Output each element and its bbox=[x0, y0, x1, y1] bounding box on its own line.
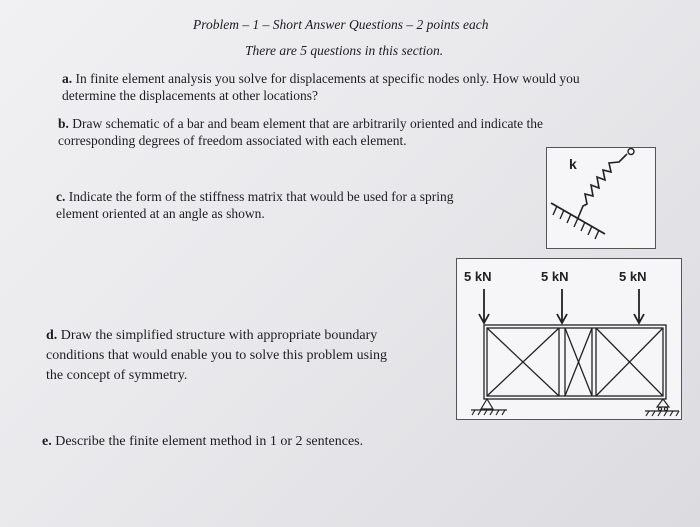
question-e bbox=[42, 432, 363, 452]
problem-subtitle: There are 5 questions in this section. bbox=[245, 43, 444, 58]
question-b bbox=[58, 115, 543, 149]
pin-support-left bbox=[471, 399, 507, 415]
question-e-letter: e. bbox=[42, 434, 52, 449]
question-c bbox=[56, 188, 454, 222]
question-d-line1: Draw the simplified structure with appropriate boundary bbox=[60, 328, 378, 343]
truss-diagram bbox=[457, 259, 681, 419]
question-d-letter: d. bbox=[46, 328, 58, 343]
spring-coil bbox=[578, 154, 627, 218]
question-d-line2: conditions that would enable you to solve this problem using bbox=[46, 348, 388, 363]
question-b-letter: b. bbox=[58, 116, 69, 131]
question-e-line1: Describe the finite element method in 1 or 2 sentences. bbox=[55, 434, 364, 449]
question-c-line1: Indicate the form of the stiffness matrix that would be used for a spring bbox=[68, 189, 454, 204]
spring-constant-label: k bbox=[569, 156, 577, 172]
problem-title: Problem – 1 – Short Answer Questions – 2 points each bbox=[193, 17, 489, 32]
truss-members bbox=[484, 325, 666, 399]
spring-diagram bbox=[547, 148, 655, 248]
roller-support-right bbox=[645, 399, 679, 416]
question-c-letter: c. bbox=[56, 189, 66, 204]
question-a-letter: a. bbox=[62, 71, 73, 86]
question-d-line3: the concept of symmetry. bbox=[46, 368, 188, 383]
spring-end-node bbox=[628, 149, 634, 155]
question-a-line1: In finite element analysis you solve for displacements at specific nodes only. How would you bbox=[75, 71, 580, 86]
question-d bbox=[46, 326, 387, 386]
question-b-line2: corresponding degrees of freedom associated with each element. bbox=[58, 133, 407, 148]
load-label-right: 5 kN bbox=[619, 269, 647, 284]
question-b-line1: Draw schematic of a bar and beam element that are arbitrarily oriented and indicate the bbox=[72, 116, 544, 131]
load-label-left: 5 kN bbox=[464, 269, 492, 284]
truss-figure bbox=[456, 258, 682, 420]
spring-ground-hatch bbox=[553, 206, 599, 239]
question-a-line2: determine the displacements at other locations? bbox=[62, 88, 319, 103]
spring-figure bbox=[546, 147, 656, 249]
load-label-middle: 5 kN bbox=[541, 269, 569, 284]
question-c-line2: element oriented at an angle as shown. bbox=[56, 206, 265, 221]
question-a bbox=[62, 70, 580, 104]
